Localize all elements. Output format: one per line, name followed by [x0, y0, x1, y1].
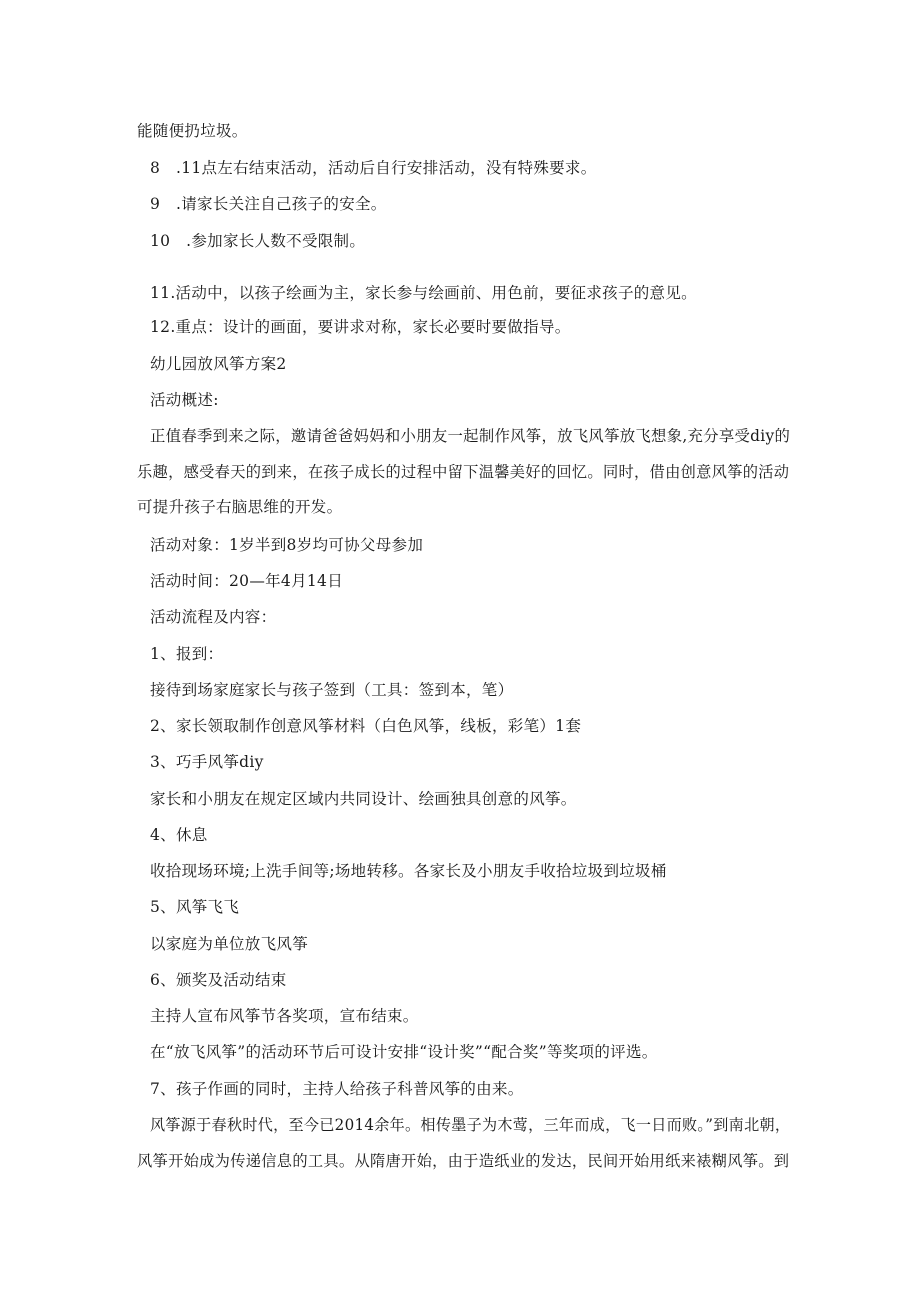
text-line: 风筝开始成为传递信息的工具。从隋唐开始，由于造纸业的发达，民间开始用纸来裱糊风筝。到 — [137, 1152, 790, 1170]
text-line: 1、报到： — [150, 645, 224, 663]
text-line: 活动时间：20—年4月14日 — [150, 572, 344, 590]
text-line: 在“放飞风筝”的活动环节后可设计安排“设计奖”“配合奖”等奖项的评选。 — [150, 1043, 658, 1061]
text-line: 家长和小朋友在规定区域内共同设计、绘画独具创意的风筝。 — [150, 790, 577, 808]
text-line: 活动对象：1岁半到8岁均可协父母参加 — [150, 536, 424, 554]
text-line: 9 .请家长关注自己孩子的安全。 — [150, 195, 387, 213]
text-line: 4、休息 — [150, 826, 208, 844]
text-line: 以家庭为单位放飞风筝 — [150, 935, 309, 953]
text-line: 接待到场家庭家长与孩子签到（工具：签到本，笔） — [150, 681, 514, 699]
text-line: 风筝源于春秋时代，至今已2014余年。相传墨子为木莺，三年而成，飞一日而败。”到南北朝， — [150, 1116, 791, 1134]
text-line: 8 .11点左右结束活动，活动后自行安排活动，没有特殊要求。 — [150, 159, 597, 177]
text-line: 主持人宣布风筝节各奖项，宣布结束。 — [150, 1007, 419, 1025]
text-line: 12.重点：设计的画面，要讲求对称，家长必要时要做指导。 — [150, 318, 571, 336]
text-line: 活动概述: — [150, 391, 219, 409]
text-line: 可提升孩子右脑思维的开发。 — [137, 498, 343, 516]
text-line: 7、孩子作画的同时，主持人给孩子科普风筝的由来。 — [150, 1080, 524, 1098]
text-line: 5、风筝飞飞 — [150, 898, 240, 916]
text-line: 乐趣，感受春天的到来，在孩子成长的过程中留下温馨美好的回忆。同时，借由创意风筝的活动 — [137, 463, 790, 481]
text-line: 3、巧手风筝diy — [150, 753, 264, 771]
text-line: 收拾现场环境;上洗手间等;场地转移。各家长及小朋友手收拾垃圾到垃圾桶 — [150, 862, 667, 880]
text-line: 活动流程及内容： — [150, 608, 277, 626]
text-line: 正值春季到来之际，邀请爸爸妈妈和小朋友一起制作风筝，放飞风筝放飞想象,充分享受diy的 — [150, 427, 791, 445]
text-line: 6、颁奖及活动结束 — [150, 971, 287, 989]
text-line: 2、家长领取制作创意风筝材料（白色风筝，线板，彩笔）1套 — [150, 717, 582, 735]
text-line: 11.活动中，以孩子绘画为主，家长参与绘画前、用色前，要征求孩子的意见。 — [150, 284, 697, 302]
text-line: 能随便扔垃圾。 — [137, 122, 248, 140]
section-heading: 幼儿园放风筝方案2 — [150, 355, 287, 373]
text-line: 10 .参加家长人数不受限制。 — [150, 232, 366, 250]
